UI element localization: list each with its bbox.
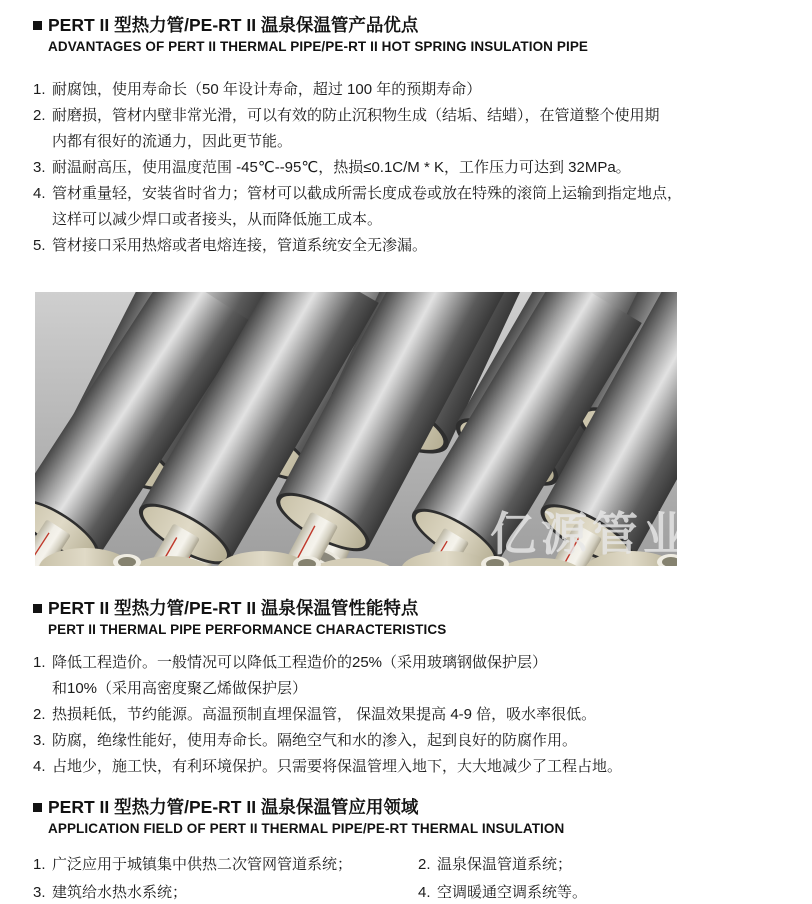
- product-photo: [35, 292, 677, 566]
- list-item-text: [52, 233, 786, 259]
- list-item: [33, 852, 418, 878]
- advantages-list: [33, 77, 786, 259]
- square-bullet-icon: [33, 21, 42, 30]
- list-item-line: 内都有很好的流通力，因此更节能。: [52, 133, 293, 150]
- list-item-number: 1.: [33, 81, 46, 98]
- section-title-zh: PERT II 型热力管/PE-RT II 温泉保温管应用领域: [48, 797, 419, 817]
- square-bullet-icon: [33, 604, 42, 613]
- list-item-line: 广泛应用于城镇集中供热二次管网管道系统；: [52, 856, 353, 873]
- list-item-line: 耐磨损，管材内壁非常光滑，可以有效的防止沉积物生成（结垢、结蜡），在管道整个使用期: [52, 107, 660, 124]
- list-item: [33, 880, 418, 904]
- list-item-line: 温泉保温管道系统；: [437, 856, 573, 873]
- section-advantages-header: [33, 15, 786, 54]
- list-item: [33, 650, 786, 702]
- list-item-line: 管材重量轻，安装省时省力；管材可以截成所需长度成卷或放在特殊的滚筒上运输到指定地点，: [52, 185, 683, 202]
- list-item: [33, 702, 786, 728]
- list-item: [418, 880, 786, 904]
- section-title-row: [33, 15, 786, 35]
- list-item-text: [52, 77, 786, 103]
- list-item-line: 管材接口采用热熔或者电熔连接，管道系统安全无渗漏。: [52, 237, 428, 254]
- performance-list: [33, 650, 786, 780]
- list-item-text: [52, 852, 418, 878]
- list-item-line: 占地少，施工快，有利环境保护。只需要将保温管埋入地下，大大地减少了工程占地。: [52, 758, 623, 775]
- list-item: [33, 77, 786, 103]
- list-item-line: 耐温耐高压，使用温度范围 -45℃--95℃，热损≤0.1C/M * K，工作压力可达到 32MPa。: [52, 159, 631, 176]
- list-item-line: 防腐，绝缘性能好，使用寿命长。隔绝空气和水的渗入，起到良好的防腐作用。: [52, 732, 578, 749]
- list-item-line: 建筑给水热水系统；: [52, 884, 188, 901]
- square-bullet-icon: [33, 803, 42, 812]
- application-list: [33, 852, 786, 904]
- list-item-number: 2.: [418, 856, 431, 873]
- pipes-photo-illustration: [35, 292, 677, 566]
- section-application-header: [33, 797, 786, 836]
- list-item-text: [52, 155, 786, 181]
- list-item-line: 和10%（采用高密度聚乙烯做保护层）: [52, 680, 308, 697]
- list-item: [418, 852, 786, 878]
- list-item-line: 这样可以减少焊口或者接头，从而降低施工成本。: [52, 211, 383, 228]
- list-item-number: 2.: [33, 706, 46, 723]
- list-item-text: [52, 181, 786, 233]
- list-item-text: [52, 702, 786, 728]
- list-item-text: [52, 650, 786, 702]
- list-item-text: [437, 852, 786, 878]
- list-item-number: 5.: [33, 237, 46, 254]
- list-item: [33, 103, 786, 155]
- list-item: [33, 181, 786, 233]
- list-item-number: 4.: [33, 185, 46, 202]
- list-item-number: 4.: [418, 884, 431, 901]
- section-performance-header: [33, 598, 786, 637]
- list-item-line: 降低工程造价。一般情况可以降低工程造价的25%（采用玻璃钢做保护层）: [52, 654, 548, 671]
- section-title-en: PERT II THERMAL PIPE PERFORMANCE CHARACTERISTICS: [48, 622, 447, 637]
- list-item: [33, 754, 786, 780]
- list-item-number: 1.: [33, 654, 46, 671]
- list-item-line: 空调暖通空调系统等。: [437, 884, 588, 901]
- list-item: [33, 155, 786, 181]
- section-title-row: [33, 797, 786, 817]
- list-item-number: 4.: [33, 758, 46, 775]
- list-item: [33, 233, 786, 259]
- list-item-text: [52, 103, 786, 155]
- list-item-line: 热损耗低，节约能源。高温预制直埋保温管， 保温效果提高 4-9 倍，吸水率很低。: [52, 706, 597, 723]
- list-item-number: 3.: [33, 884, 46, 901]
- list-item-number: 1.: [33, 856, 46, 873]
- list-item-number: 3.: [33, 732, 46, 749]
- list-item-line: 耐腐蚀，使用寿命长（50 年设计寿命，超过 100 年的预期寿命）: [52, 81, 482, 98]
- photo-watermark: 亿源管业: [490, 508, 677, 560]
- list-item-text: [52, 754, 786, 780]
- section-title-en: ADVANTAGES OF PERT II THERMAL PIPE/PE-RT II HOT SPRING INSULATION PIPE: [48, 39, 589, 54]
- list-item-text: [437, 880, 786, 904]
- list-item-number: 3.: [33, 159, 46, 176]
- list-item-text: [52, 880, 418, 904]
- section-title-zh: PERT II 型热力管/PE-RT II 温泉保温管性能特点: [48, 598, 419, 618]
- section-title-zh: PERT II 型热力管/PE-RT II 温泉保温管产品优点: [48, 15, 419, 35]
- list-item-number: 2.: [33, 107, 46, 124]
- list-item: [33, 728, 786, 754]
- section-title-en: APPLICATION FIELD OF PERT II THERMAL PIPE/PE-RT THERMAL INSULATION: [48, 821, 565, 836]
- list-item-text: [52, 728, 786, 754]
- section-title-row: [33, 598, 786, 618]
